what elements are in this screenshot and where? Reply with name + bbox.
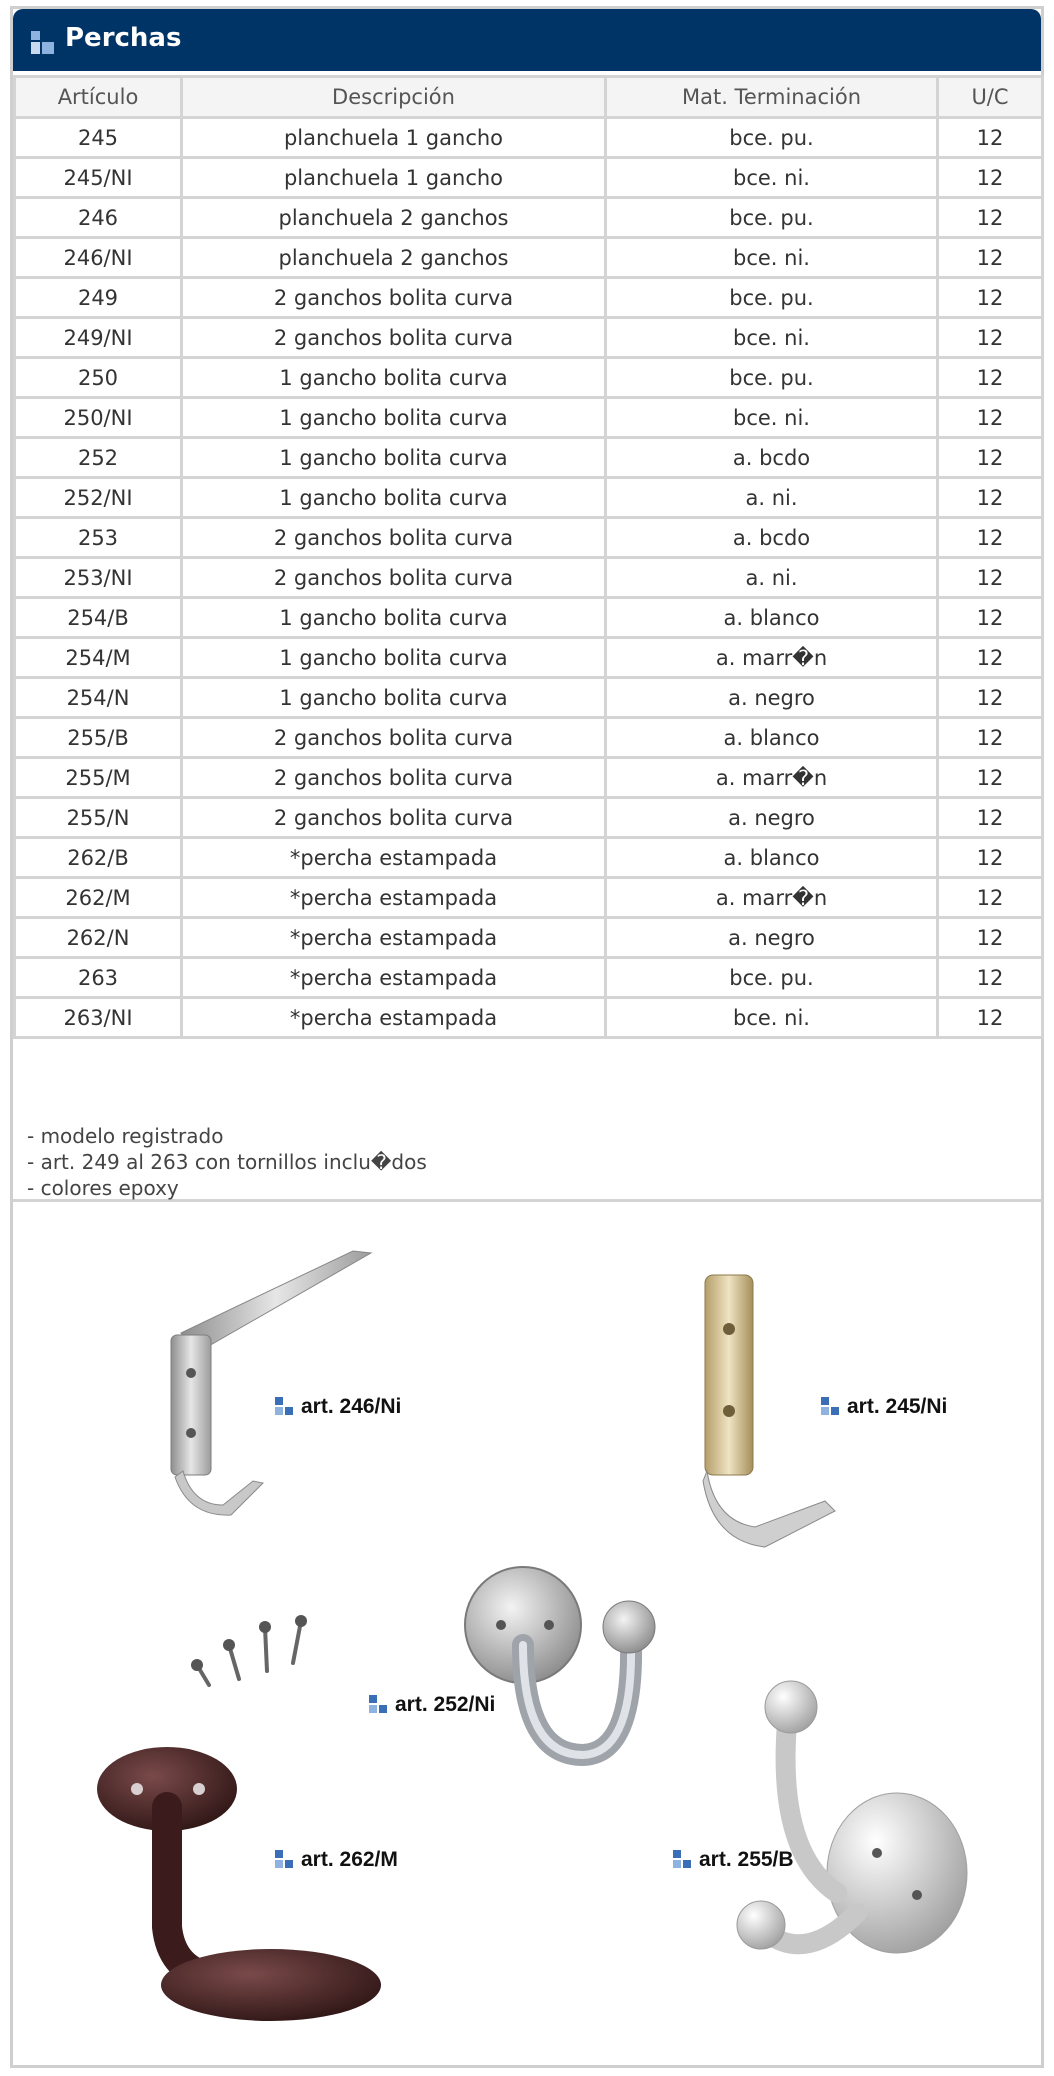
- table-body: [15, 118, 1043, 1038]
- caption-text: art. 262/M: [301, 1848, 398, 1871]
- uc-cell: 12: [938, 238, 1043, 278]
- table-row: [15, 958, 1043, 998]
- hook-255-b-image: [717, 1663, 987, 1993]
- uc-cell: 12: [938, 878, 1043, 918]
- caption-245-ni: [821, 1395, 947, 1419]
- terminacion-cell: a. marr�n: [606, 878, 938, 918]
- articulo-cell: 246: [15, 198, 182, 238]
- articulo-cell: 262/N: [15, 918, 182, 958]
- table-row: [15, 718, 1043, 758]
- caption-246-ni: [275, 1395, 401, 1419]
- uc-cell: 12: [938, 758, 1043, 798]
- articulo-cell: 255/B: [15, 718, 182, 758]
- hook-252-ni-image: [463, 1555, 693, 1775]
- articulo-cell: 249/NI: [15, 318, 182, 358]
- descripcion-cell: *percha estampada: [182, 918, 606, 958]
- uc-cell: 12: [938, 798, 1043, 838]
- descripcion-cell: planchuela 2 ganchos: [182, 198, 606, 238]
- uc-cell: 12: [938, 718, 1043, 758]
- table-row: [15, 798, 1043, 838]
- articulo-cell: 254/B: [15, 598, 182, 638]
- terminacion-cell: a. marr�n: [606, 758, 938, 798]
- articulo-cell: 263: [15, 958, 182, 998]
- articulo-cell: 263/NI: [15, 998, 182, 1038]
- uc-cell: 12: [938, 598, 1043, 638]
- uc-cell: 12: [938, 318, 1043, 358]
- table-row: [15, 558, 1043, 598]
- terminacion-cell: a. negro: [606, 678, 938, 718]
- descripcion-cell: 2 ganchos bolita curva: [182, 318, 606, 358]
- terminacion-cell: bce. pu.: [606, 118, 938, 158]
- terminacion-cell: bce. ni.: [606, 318, 938, 358]
- articulo-cell: 245: [15, 118, 182, 158]
- note-line: - modelo registrado: [27, 1124, 224, 1148]
- uc-cell: 12: [938, 398, 1043, 438]
- terminacion-cell: bce. pu.: [606, 358, 938, 398]
- table-row: [15, 238, 1043, 278]
- table-row: [15, 198, 1043, 238]
- descripcion-cell: planchuela 1 gancho: [182, 118, 606, 158]
- terminacion-cell: bce. pu.: [606, 198, 938, 238]
- terminacion-cell: bce. pu.: [606, 278, 938, 318]
- terminacion-cell: bce. ni.: [606, 998, 938, 1038]
- descripcion-cell: 2 ganchos bolita curva: [182, 278, 606, 318]
- articulo-cell: 254/N: [15, 678, 182, 718]
- note-line: - art. 249 al 263 con tornillos inclu�dos: [27, 1150, 427, 1174]
- bullet-icon: [673, 1850, 691, 1868]
- section-title: Perchas: [65, 23, 182, 53]
- bullet-icon: [275, 1850, 293, 1868]
- table-row: [15, 998, 1043, 1038]
- descripcion-cell: 1 gancho bolita curva: [182, 678, 606, 718]
- terminacion-cell: a. bcdo: [606, 438, 938, 478]
- uc-cell: 12: [938, 438, 1043, 478]
- descripcion-cell: *percha estampada: [182, 998, 606, 1038]
- table-row: [15, 918, 1043, 958]
- terminacion-cell: a. marr�n: [606, 638, 938, 678]
- descripcion-cell: 2 ganchos bolita curva: [182, 798, 606, 838]
- articulo-cell: 250: [15, 358, 182, 398]
- table-row: [15, 158, 1043, 198]
- uc-cell: 12: [938, 118, 1043, 158]
- terminacion-cell: a. negro: [606, 918, 938, 958]
- table-header-row: [15, 77, 1043, 118]
- table-row: [15, 118, 1043, 158]
- uc-cell: 12: [938, 558, 1043, 598]
- column-header-terminacion: Mat. Terminación: [606, 77, 938, 118]
- descripcion-cell: *percha estampada: [182, 838, 606, 878]
- caption-252-ni: [369, 1693, 495, 1717]
- descripcion-cell: 1 gancho bolita curva: [182, 638, 606, 678]
- uc-cell: 12: [938, 358, 1043, 398]
- table-row: [15, 478, 1043, 518]
- product-photos: [13, 1205, 1041, 2065]
- column-header-descripcion: Descripción: [182, 77, 606, 118]
- descripcion-cell: planchuela 2 ganchos: [182, 238, 606, 278]
- table-row: [15, 638, 1043, 678]
- table-row: [15, 438, 1043, 478]
- terminacion-cell: bce. ni.: [606, 158, 938, 198]
- terminacion-cell: a. blanco: [606, 838, 938, 878]
- caption-text: art. 246/Ni: [301, 1395, 402, 1418]
- bullet-icon: [821, 1397, 839, 1415]
- descripcion-cell: 1 gancho bolita curva: [182, 438, 606, 478]
- articulo-cell: 254/M: [15, 638, 182, 678]
- note-line: - colores epoxy: [27, 1176, 179, 1200]
- caption-text: art. 252/Ni: [395, 1693, 496, 1716]
- articulo-cell: 255/N: [15, 798, 182, 838]
- articulo-cell: 250/NI: [15, 398, 182, 438]
- bullet-icon: [31, 31, 55, 55]
- uc-cell: 12: [938, 998, 1043, 1038]
- table-row: [15, 518, 1043, 558]
- terminacion-cell: bce. pu.: [606, 958, 938, 998]
- caption-255-b: [673, 1848, 794, 1872]
- terminacion-cell: a. ni.: [606, 558, 938, 598]
- caption-text: art. 255/B: [699, 1848, 794, 1871]
- uc-cell: 12: [938, 518, 1043, 558]
- articulo-cell: 253: [15, 518, 182, 558]
- terminacion-cell: a. ni.: [606, 478, 938, 518]
- table-row: [15, 358, 1043, 398]
- hook-262-m-image: [87, 1737, 387, 2037]
- table-row: [15, 598, 1043, 638]
- articulo-cell: 245/NI: [15, 158, 182, 198]
- articulo-cell: 255/M: [15, 758, 182, 798]
- uc-cell: 12: [938, 198, 1043, 238]
- articulo-cell: 262/B: [15, 838, 182, 878]
- column-header-articulo: Artículo: [15, 77, 182, 118]
- table-row: [15, 278, 1043, 318]
- uc-cell: 12: [938, 158, 1043, 198]
- descripcion-cell: 2 ganchos bolita curva: [182, 518, 606, 558]
- descripcion-cell: 1 gancho bolita curva: [182, 478, 606, 518]
- terminacion-cell: a. blanco: [606, 718, 938, 758]
- section-header: [13, 9, 1041, 71]
- table-row: [15, 318, 1043, 358]
- products-table: [13, 75, 1044, 1039]
- terminacion-cell: a. blanco: [606, 598, 938, 638]
- table-row: [15, 758, 1043, 798]
- table-row: [15, 398, 1043, 438]
- articulo-cell: 262/M: [15, 878, 182, 918]
- articulo-cell: 253/NI: [15, 558, 182, 598]
- articulo-cell: 249: [15, 278, 182, 318]
- table-row: [15, 878, 1043, 918]
- uc-cell: 12: [938, 638, 1043, 678]
- terminacion-cell: bce. ni.: [606, 238, 938, 278]
- terminacion-cell: a. bcdo: [606, 518, 938, 558]
- caption-text: art. 245/Ni: [847, 1395, 948, 1418]
- articulo-cell: 252/NI: [15, 478, 182, 518]
- terminacion-cell: bce. ni.: [606, 398, 938, 438]
- table-row: [15, 838, 1043, 878]
- articulo-cell: 252: [15, 438, 182, 478]
- uc-cell: 12: [938, 278, 1043, 318]
- bullet-icon: [369, 1695, 387, 1713]
- descripcion-cell: 2 ganchos bolita curva: [182, 718, 606, 758]
- articulo-cell: 246/NI: [15, 238, 182, 278]
- descripcion-cell: 2 ganchos bolita curva: [182, 558, 606, 598]
- hook-246-ni-image: [153, 1243, 383, 1533]
- descripcion-cell: planchuela 1 gancho: [182, 158, 606, 198]
- uc-cell: 12: [938, 478, 1043, 518]
- screws-image: [189, 1605, 319, 1695]
- column-header-uc: U/C: [938, 77, 1043, 118]
- descripcion-cell: 1 gancho bolita curva: [182, 358, 606, 398]
- notes-block: [13, 1107, 1041, 1202]
- descripcion-cell: *percha estampada: [182, 958, 606, 998]
- bullet-icon: [275, 1397, 293, 1415]
- catalog-panel: [10, 6, 1044, 2068]
- descripcion-cell: 2 ganchos bolita curva: [182, 758, 606, 798]
- terminacion-cell: a. negro: [606, 798, 938, 838]
- descripcion-cell: 1 gancho bolita curva: [182, 398, 606, 438]
- table-row: [15, 678, 1043, 718]
- caption-262-m: [275, 1848, 398, 1872]
- uc-cell: 12: [938, 838, 1043, 878]
- uc-cell: 12: [938, 678, 1043, 718]
- uc-cell: 12: [938, 958, 1043, 998]
- uc-cell: 12: [938, 918, 1043, 958]
- descripcion-cell: *percha estampada: [182, 878, 606, 918]
- descripcion-cell: 1 gancho bolita curva: [182, 598, 606, 638]
